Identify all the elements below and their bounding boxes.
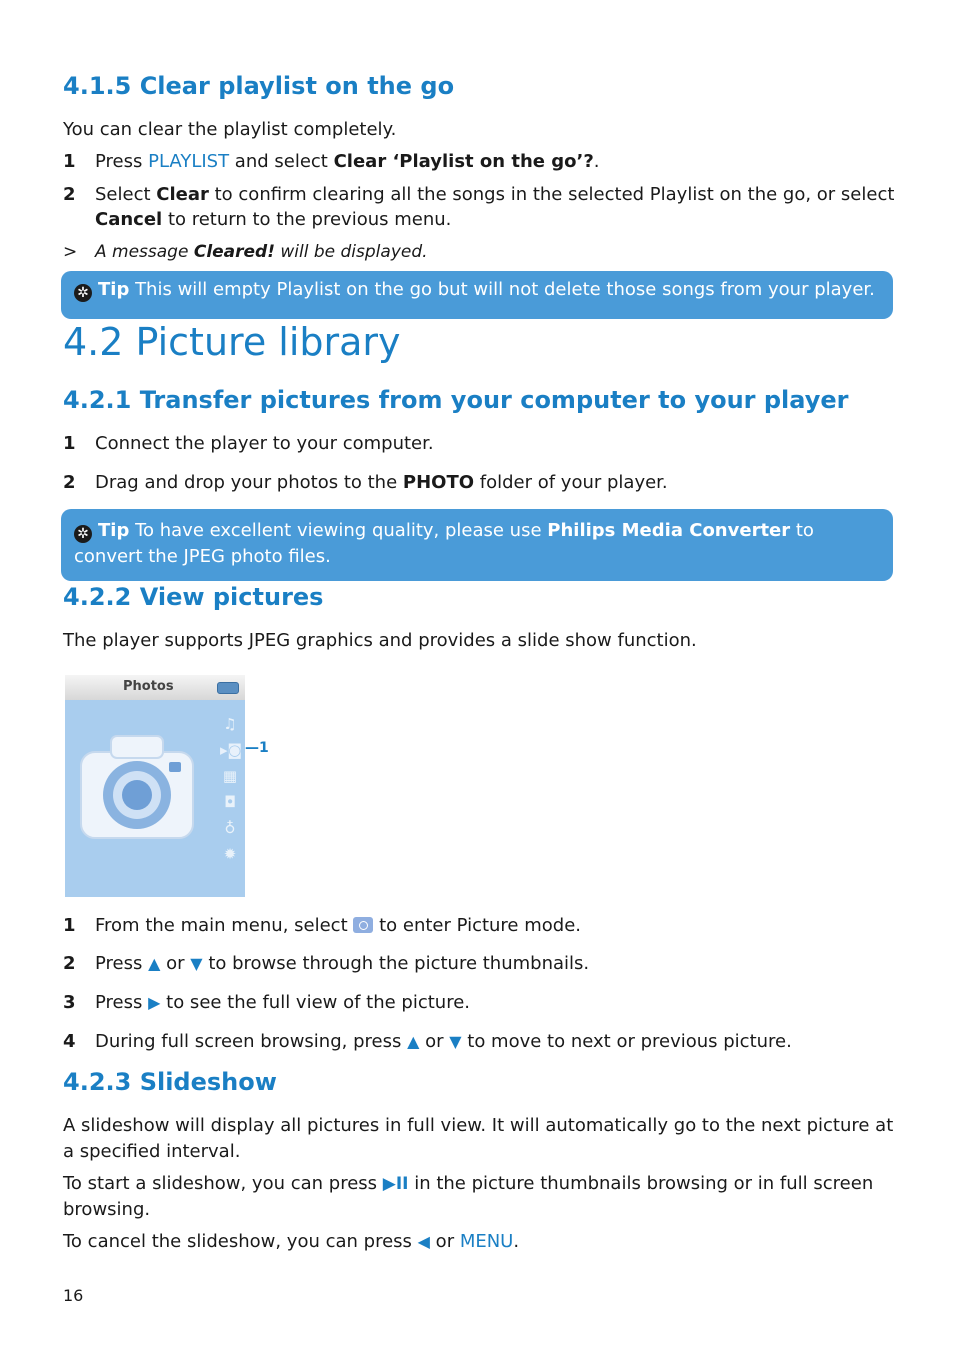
camera-icon: ▸◙ xyxy=(220,741,243,759)
step-text: Press xyxy=(95,992,149,1013)
tip-label: Tip xyxy=(98,279,130,300)
section-heading-4-2-1: 4.2.1 Transfer pictures from your computer to your player xyxy=(63,386,849,414)
right-arrow-icon: ▶ xyxy=(148,993,161,1012)
section-heading-4-2-3: 4.2.3 Slideshow xyxy=(63,1068,277,1096)
tip-bold-text: Philips Media Converter xyxy=(547,520,791,541)
paragraph-slideshow-1b: a specified interval. xyxy=(63,1141,241,1162)
paragraph-text: To start a slideshow, you can press xyxy=(63,1173,383,1194)
result-text: A message xyxy=(95,242,194,262)
player-screen-illustration xyxy=(65,675,245,897)
step-text: to return to the previous menu. xyxy=(162,209,452,230)
result-marker: > xyxy=(63,242,78,262)
step-text: Select xyxy=(95,184,157,205)
step-text: Connect the player to your computer. xyxy=(95,433,434,454)
step-bold-text: PHOTO xyxy=(402,472,475,493)
playlist-key-label: PLAYLIST xyxy=(148,151,230,172)
left-arrow-icon: ◀ xyxy=(417,1232,430,1251)
camera-illustration-icon xyxy=(77,730,197,840)
step-number: 4 xyxy=(63,1031,76,1052)
paragraph-text: . xyxy=(513,1231,520,1252)
microphone-icon: ♁ xyxy=(224,819,236,837)
up-arrow-icon: ▲ xyxy=(407,1032,420,1051)
paragraph-slideshow-3 xyxy=(63,1231,519,1252)
tip-text: To have excellent viewing quality, please use xyxy=(129,520,548,541)
down-arrow-icon: ▼ xyxy=(190,954,203,973)
paragraph-text: in the picture thumbnails browsing or in full screen xyxy=(408,1173,874,1194)
step-text: and select xyxy=(229,151,334,172)
paragraph-slideshow-1a: A slideshow will display all pictures in full view. It will automatically go to the next picture at xyxy=(63,1115,894,1136)
paragraph-text: or xyxy=(429,1231,460,1252)
step-text: to move to next or previous picture. xyxy=(461,1031,792,1052)
step-text: Press xyxy=(95,953,149,974)
video-icon: ▦ xyxy=(222,767,238,785)
step-text: Drag and drop your photos to the xyxy=(95,472,403,493)
paragraph-intro-clear: You can clear the playlist completely. xyxy=(63,119,397,140)
step-text: to see the full view of the picture. xyxy=(160,992,471,1013)
tip-icon: ✲ xyxy=(74,284,92,302)
screen-title-bar xyxy=(65,675,245,700)
step-number: 2 xyxy=(63,184,76,205)
paragraph-slideshow-2a xyxy=(63,1173,873,1194)
step-text: During full screen browsing, press xyxy=(95,1031,408,1052)
battery-icon xyxy=(217,682,239,694)
up-arrow-icon: ▲ xyxy=(148,954,161,973)
step-number: 1 xyxy=(63,433,76,454)
step-text: . xyxy=(593,151,600,172)
camera-icon xyxy=(353,917,373,933)
result-text: will be displayed. xyxy=(274,242,428,262)
down-arrow-icon: ▼ xyxy=(449,1032,462,1051)
paragraph-slideshow-2b: browsing. xyxy=(63,1199,151,1220)
step-text: to enter Picture mode. xyxy=(373,915,582,936)
tip-text: to xyxy=(790,520,814,541)
menu-key-label: MENU xyxy=(459,1231,514,1252)
step-text: or xyxy=(419,1031,450,1052)
step-text: folder of your player. xyxy=(474,472,668,493)
tip-label: Tip xyxy=(98,520,130,541)
tip-box xyxy=(61,509,893,581)
step-bold-text: Clear xyxy=(156,184,209,205)
step-text: to confirm clearing all the songs in the selected Playlist on the go, or select xyxy=(208,184,895,205)
paragraph-text: To cancel the slideshow, you can press xyxy=(63,1231,418,1252)
step-text: Press xyxy=(95,151,149,172)
screen-title: Photos xyxy=(123,679,174,694)
settings-gear-icon: ✹ xyxy=(223,845,237,863)
section-heading-4-2-2: 4.2.2 View pictures xyxy=(63,583,324,611)
step-number: 2 xyxy=(63,953,76,974)
step-number: 3 xyxy=(63,992,76,1013)
music-note-icon: ♫ xyxy=(223,715,237,733)
step-bold-text: Cancel xyxy=(95,209,163,230)
callout-label: —1 xyxy=(245,740,269,756)
radio-icon: ◘ xyxy=(224,793,236,811)
step-text: to browse through the picture thumbnails. xyxy=(202,953,590,974)
step-number: 1 xyxy=(63,151,76,172)
tip-icon: ✲ xyxy=(74,525,92,543)
tip-box xyxy=(61,271,893,319)
section-heading-4-1-5: 4.1.5 Clear playlist on the go xyxy=(63,72,455,100)
result-bold-text: Cleared! xyxy=(193,242,275,262)
step-number: 1 xyxy=(63,915,76,936)
step-text: From the main menu, select xyxy=(95,915,354,936)
paragraph-intro-view: The player supports JPEG graphics and provides a slide show function. xyxy=(63,630,697,651)
section-heading-4-2: 4.2 Picture library xyxy=(63,320,401,364)
tip-text: This will empty Playlist on the go but will not delete those songs from your player. xyxy=(129,279,875,300)
step-text: or xyxy=(160,953,191,974)
step-bold-text: Clear ‘Playlist on the go’? xyxy=(333,151,594,172)
play-pause-icon: ▶II xyxy=(382,1174,409,1194)
menu-icons-column xyxy=(220,715,243,871)
tip-text: convert the JPEG photo files. xyxy=(74,546,331,567)
step-number: 2 xyxy=(63,472,76,493)
page-number: 16 xyxy=(63,1286,84,1305)
